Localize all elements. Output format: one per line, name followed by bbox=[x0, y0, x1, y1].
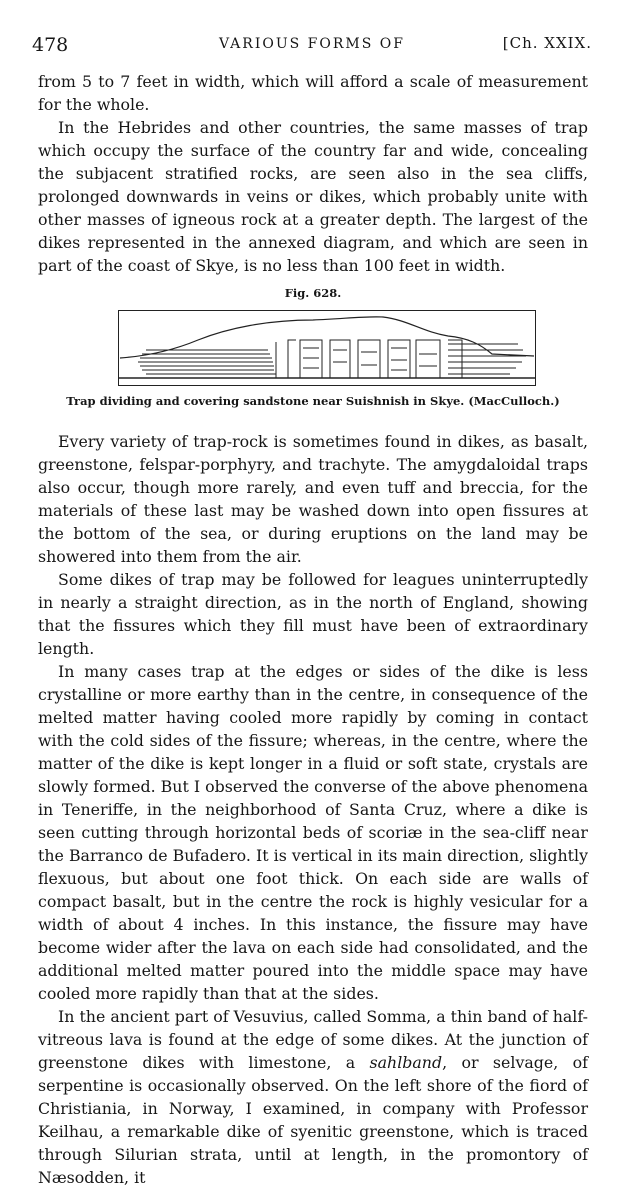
paragraph: In the Hebrides and other countries, the same masses of trap which occupy the surface of the country far and wide, concealing the subjacent stratified rocks, are seen also in the sea cliffs, prolonged downwards in veins or dikes, which probably unite with other masses of igneous rock at a greater depth. The largest of the dikes represented in the annexed diagram, and which are seen in part of the coast of Skye, is no less than 100 feet in width. bbox=[38, 118, 588, 275]
paragraph: from 5 to 7 feet in width, which will afford a scale of measurement for the whole. bbox=[38, 72, 588, 114]
italic-term: sahlband bbox=[369, 1053, 443, 1072]
paragraph-text: In the ancient part of Vesuvius, called Somma, a thin band of half-vitreous lava is found at the edge of some dikes. At the junction of greenstone dikes with limestone, a bbox=[38, 1007, 588, 1072]
figure-label: Fig. 628. bbox=[284, 286, 342, 300]
paragraph bbox=[38, 1005, 588, 1189]
figure-caption: Trap dividing and covering sandstone near Suishnish in Skye. (MacCulloch.) bbox=[66, 394, 560, 408]
text-block-top bbox=[38, 70, 588, 277]
trap-dikes bbox=[288, 340, 462, 378]
paragraph: Every variety of trap-rock is sometimes found in dikes, as basalt, greenstone, felspar-porphyry, and trachyte. The amygdaloidal traps also occur, though more rarely, and even tuff and breccia, for the materials of these last may be washed down into open fissures at the bottom of the sea, or during eruptions on the land may be showered into them from the air. bbox=[38, 432, 588, 566]
text-block-bottom bbox=[38, 430, 588, 1189]
page-number: 478 bbox=[32, 34, 69, 56]
paragraph: Some dikes of trap may be followed for leagues uninterruptedly in nearly a straight direction, as in the north of England, showing that the fissures which they fill must have been of extraordinary length. bbox=[38, 570, 588, 658]
sandstone-strata bbox=[138, 342, 526, 378]
running-title: VARIOUS FORMS OF bbox=[219, 36, 405, 52]
chapter-reference: [Ch. XXIX. bbox=[502, 34, 592, 52]
paragraph-text: , or selvage, of serpentine is occasionally observed. On the left shore of the fiord of Christiania, in Norway, I examined, in company with Professor Keilhau, a remarkable dike of syenitic greenstone, which is traced through Silurian strata, until at length, in the promontory of Næsodden, it bbox=[38, 1053, 588, 1187]
trap-overlay bbox=[120, 317, 534, 358]
running-header bbox=[32, 30, 592, 56]
figure-illustration bbox=[118, 310, 536, 386]
paragraph: In many cases trap at the edges or sides of the dike is less crystalline or more earthy than in the centre, in consequence of the melted matter having cooled more rapidly by coming in contact with the cold sides of the fissure; whereas, in the centre, where the matter of the dike is kept longer in a fluid or soft state, crystals are slowly formed. But I observed the converse of the above phenomena in Teneriffe, in the neighborhood of Santa Cruz, where a dike is seen cutting through horizontal beds of scoriæ in the sea-cliff near the Barranco de Bufadero. It is vertical in its main direction, slightly flexuous, but about one foot thick. On each side are walls of compact basalt, but in the centre the rock is highly vesicular for a width of about 4 inches. In this instance, the fissure may have become wider after the lava on each side had consolidated, and the additional melted matter poured into the middle space may have cooled more rapidly than that at the sides. bbox=[38, 662, 588, 1003]
